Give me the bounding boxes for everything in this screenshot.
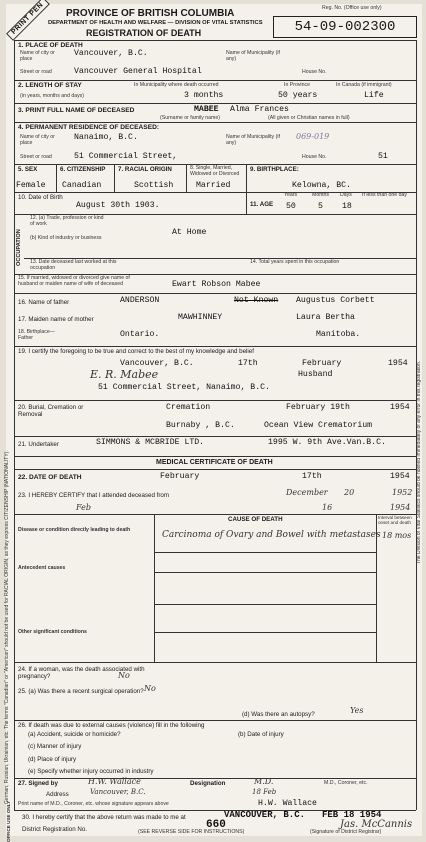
- interval-value: 18 mos: [382, 531, 412, 540]
- citizenship-label: 6. CITIZENSHIP: [60, 166, 106, 173]
- left-side-note: German, Russian, Ukrainian, etc. The terms "Canadian" or "American" should not be used for RACIAL ORIGIN, as they express CITIZENSHIP (NATIONALITY).: [4, 450, 10, 804]
- stay-units-label: (in years, months and days): [20, 93, 85, 99]
- residence-street: 51 Commercial Street,: [74, 152, 178, 161]
- sex-value: Female: [16, 181, 46, 190]
- age-label: 11. AGE: [250, 201, 274, 208]
- months-label: Months: [312, 192, 330, 198]
- residence-house-no: 51: [378, 152, 388, 161]
- right-side-note: The Division of Vital Statistics should be notified immediately of any error in this registration.: [416, 360, 422, 564]
- autopsy-label: (d) Was there an autopsy?: [242, 711, 315, 718]
- injury-a-label: (a) Accident, suicide or homicide?: [28, 731, 121, 738]
- father-given: Augustus Corbett: [296, 296, 375, 305]
- attended-from-day: 20: [344, 488, 355, 497]
- spouse-label: 15. If married, widowed or divorced give name of husband or maiden name of wife of deceased: [18, 275, 130, 287]
- reg-no-label: Reg. No. (Office use only): [322, 5, 382, 11]
- designation-label: Designation: [190, 780, 226, 787]
- corner-stamp: PRINT PEN: [6, 0, 50, 41]
- death-date-year: 1954: [390, 472, 410, 481]
- place-of-death-label: 1. PLACE OF DEATH: [18, 42, 83, 49]
- attended-to-day: 16: [322, 503, 333, 512]
- municipality-label: Name of Municipality (if any): [226, 50, 280, 62]
- given-caption: (All given or Christian names in full): [268, 115, 350, 121]
- occupation-value: At Home: [172, 228, 207, 237]
- death-date-day: 17th: [302, 472, 322, 481]
- attended-to: Feb: [76, 503, 91, 512]
- informant-given-at: Vancouver, B.C.: [120, 359, 194, 368]
- in-municipality-label: In Municipality where death occurred: [134, 82, 219, 88]
- signature-options: M.D., Coroner, etc.: [324, 780, 368, 786]
- burial-year: 1954: [390, 403, 410, 412]
- in-province-label: In Province: [284, 82, 310, 88]
- deceased-name-label: 3. PRINT FULL NAME OF DECEASED: [18, 107, 135, 114]
- occupation-side-label: OCCUPATION: [16, 229, 22, 266]
- residence-city: Nanaimo, B.C.: [74, 133, 138, 142]
- cause-title: CAUSE OF DEATH: [228, 516, 283, 523]
- municipality-scribble: 069-019: [296, 132, 330, 141]
- death-date-label: 22. DATE OF DEATH: [18, 474, 82, 481]
- father-birthplace: Ontario.: [120, 330, 160, 339]
- registrar-signature: Jas. McCannis: [340, 819, 413, 830]
- total-years-label: 14. Total years spent in this occupation: [250, 259, 340, 265]
- print-name-value: H.W. Wallace: [258, 799, 317, 808]
- registration-number: 54-09-002300: [273, 16, 417, 38]
- marital-label: 8. Single, Married, Widowed or Divorced: [190, 165, 240, 177]
- operation-label: 25. (a) Was there a recent surgical operation?: [18, 688, 144, 695]
- signature-date: 18 Feb: [252, 788, 277, 796]
- autopsy-value: Yes: [350, 706, 364, 715]
- birthplace-value: Kelowna, BC.: [292, 181, 351, 190]
- father-surname: ANDERSON: [120, 296, 160, 305]
- birthplace-parents-label: 18. Birthplace— Father: [18, 329, 55, 341]
- designation-value: M.D.: [254, 777, 274, 786]
- residence-street-label: Street or road: [20, 154, 52, 160]
- burial-label: 20. Burial, Cremation or Removal: [18, 404, 84, 419]
- external-label: 26. If death was due to external causes (violence) fill in the following: [18, 722, 205, 729]
- days-label: Days: [340, 192, 352, 198]
- attended-label: 23. I HEREBY CERTIFY that I attended deceased from: [18, 492, 169, 499]
- dob-value: August 30th 1903.: [76, 201, 160, 210]
- business-label: (b) Kind of industry or business: [30, 235, 102, 241]
- stay-province: 50 years: [278, 91, 318, 100]
- last-worked-label: 13. Date deceased last worked at this occupation: [30, 259, 117, 271]
- informant-address: 51 Commercial Street, Nanaimo, B.C.: [98, 383, 270, 392]
- signature-address-label: Address: [46, 791, 69, 798]
- woman-value: No: [118, 671, 130, 680]
- attended-from-year: 1952: [392, 488, 413, 497]
- signed-label: 27. Signed by: [18, 780, 58, 787]
- burial-cemetery: Ocean View Crematorium: [264, 421, 373, 430]
- deceased-given-names: Alma Frances: [230, 105, 289, 114]
- print-name-label: Print name of M.D., Coroner, etc. whose signature appears above: [18, 801, 169, 807]
- father-unknown: Not Known: [234, 296, 279, 305]
- place-of-death-street: Vancouver General Hospital: [74, 67, 202, 76]
- injury-d-label: (d) Place of injury: [28, 756, 77, 763]
- department-heading: DEPARTMENT OF HEALTH AND WELFARE — DIVISION OF VITAL STATISTICS: [48, 20, 263, 26]
- citizenship-value: Canadian: [62, 181, 102, 190]
- informant-day: 17th: [238, 359, 258, 368]
- sex-label: 5. SEX: [18, 166, 38, 173]
- signature-address: Vancouver, B.C.: [90, 788, 146, 796]
- cause-value: Carcinoma of Ovary and Bowel with metastases: [162, 530, 381, 540]
- house-label: House No.: [302, 69, 327, 75]
- surname-caption: (Surname or family name): [160, 115, 220, 121]
- informant-year: 1954: [388, 359, 408, 368]
- street-label: Street or road: [20, 69, 52, 75]
- trade-label: 12. (a) Trade, profession or kind of work: [30, 215, 104, 227]
- injury-c-label: (c) Manner of injury: [28, 743, 82, 750]
- injury-e-label: (e) Specify whether injury occurred in industry: [28, 768, 154, 775]
- in-canada-label: In Canada (if immigrant): [336, 82, 392, 88]
- district-no-value: 660: [206, 819, 226, 831]
- registrar-caption: (Signature of District Registrar): [310, 829, 382, 835]
- registrar-certify-label: 30. I hereby certify that the above return was made to me at: [22, 814, 186, 821]
- under-day-label: If less than one day: [362, 192, 407, 198]
- residence-city-label: Name of city or place: [20, 134, 55, 146]
- informant-month: February: [302, 359, 342, 368]
- years-label: Years: [284, 192, 298, 198]
- residence-label: 4. PERMANENT RESIDENCE OF DECEASED:: [18, 124, 160, 131]
- mother-surname: MAWHINNEY: [178, 313, 223, 322]
- registrar-date: FEB 18 1954: [322, 810, 382, 820]
- burial-type: Cremation: [166, 403, 211, 412]
- medical-title: MEDICAL CERTIFICATE OF DEATH: [156, 459, 273, 466]
- racial-value: Scottish: [134, 181, 174, 190]
- spouse-value: Ewart Robson Mabee: [172, 280, 261, 289]
- deceased-surname: MABEE: [194, 105, 219, 114]
- informant-certify-label: 19. I certify the foregoing to be true and correct to the best of my knowledge and belief: [18, 348, 254, 355]
- undertaker-label: 21. Undertaker: [18, 441, 59, 448]
- length-of-stay-label: 2. LENGTH OF STAY: [18, 82, 82, 89]
- place-of-death-city: Vancouver, B.C.: [74, 49, 148, 58]
- mother-birthplace: Manitoba.: [316, 330, 361, 339]
- signed-value: H.W. Wallace: [88, 777, 141, 786]
- dob-label: 10. Date of Birth: [18, 194, 63, 201]
- age-days: 18: [342, 202, 352, 211]
- undertaker-address: 1995 W. 9th Ave.Van.B.C.: [268, 438, 386, 447]
- mother-label: 17. Maiden name of mother: [18, 316, 94, 323]
- form-title: REGISTRATION OF DEATH: [86, 28, 202, 38]
- burial-place: Burnaby , B.C.: [166, 421, 235, 430]
- death-date-month: February: [160, 472, 200, 481]
- informant-signature: E. R. Mabee: [90, 368, 159, 381]
- registrar-city: VANCOUVER, B.C.: [224, 810, 306, 820]
- injury-b-label: (b) Date of injury: [238, 731, 284, 738]
- stay-canada: Life: [364, 91, 384, 100]
- residence-municipality-label: Name of Municipality (if any): [226, 134, 280, 146]
- burial-date: February 19th: [286, 403, 350, 412]
- woman-label: 24. If a woman, was the death associated with pregnancy?: [18, 666, 145, 681]
- birthplace-label: 9. BIRTHPLACE:: [250, 166, 299, 173]
- stay-municipality: 3 months: [184, 91, 224, 100]
- residence-house-label: House No.: [302, 154, 327, 160]
- marital-value: Married: [196, 181, 231, 190]
- office-use-label: OFFICE USE ONLY: [6, 800, 11, 842]
- antecedent-label: Antecedent causes: [18, 565, 66, 571]
- informant-relationship: Husband: [298, 370, 333, 379]
- instructions-footer: (SEE REVERSE SIDE FOR INSTRUCTIONS): [138, 829, 245, 835]
- disease-label: Disease or condition directly leading to death: [18, 527, 131, 533]
- age-years: 50: [286, 202, 296, 211]
- other-conditions-label: Other significant conditions: [18, 629, 87, 635]
- undertaker-name: SIMMONS & MCBRIDE LTD.: [96, 438, 205, 447]
- age-months: 5: [318, 202, 323, 211]
- mother-given: Laura Bertha: [296, 313, 355, 322]
- district-no-label: District Registration No.: [22, 826, 87, 833]
- attended-from: December: [286, 488, 328, 497]
- operation-value: No: [144, 684, 156, 693]
- racial-label: 7. RACIAL ORIGIN: [118, 166, 172, 173]
- province-heading: PROVINCE OF BRITISH COLUMBIA: [66, 8, 235, 19]
- attended-to-year: 1954: [390, 503, 411, 512]
- death-registration-form: [4, 1, 422, 842]
- interval-label: Interval between onset and death: [378, 515, 412, 526]
- father-label: 16. Name of father: [18, 299, 70, 306]
- city-label: Name of city or place: [20, 50, 55, 62]
